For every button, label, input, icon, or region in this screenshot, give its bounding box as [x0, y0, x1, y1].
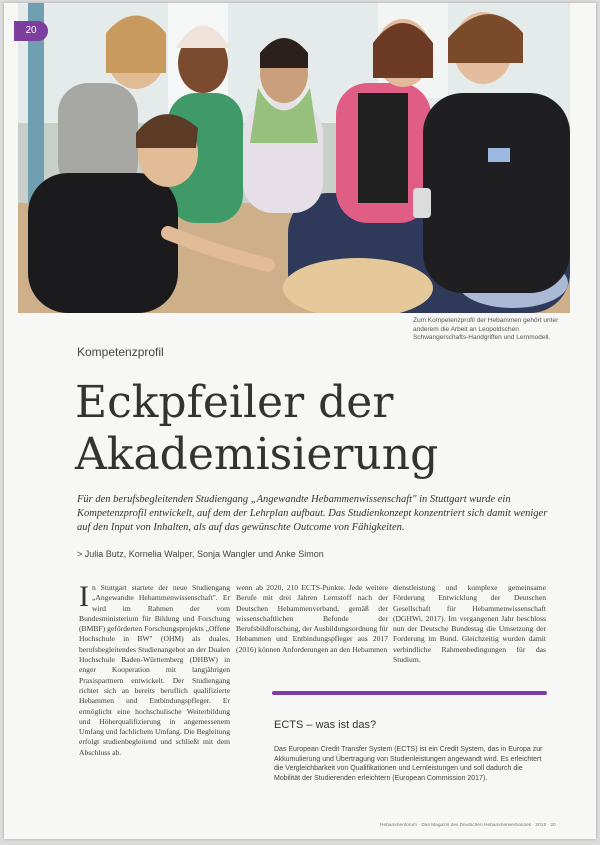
article-headline: Eckpfeiler der Akademisierung [75, 377, 439, 480]
ects-box-rule [272, 691, 547, 695]
photo-caption: Zum Kompetenzprofil der Hebammen gehört unter anderem die Arbeit an Leopoldschen Schwangerschafts-Handgriffen und Lernmodell. [413, 317, 559, 341]
article-authors: > Julia Butz, Kornelia Walper, Sonja Wangler und Anke Simon [77, 549, 324, 559]
body-column-1-text: n Stuttgart startete der neue Studiengang „Angewandte Hebammenwissenschaft". Er wird im Rahmen der vom Bundesministerium für Bildung und Forschung (BMBF) geförderten Forschungsprojekts „Offene Hochschule in BW" (OHM) als duales, berufsbegleitendes Studienangebot an der Dualen Hochschule Baden-Württemberg (DHBW) in enger Kooperation mit langjährigen Praxispartnern entwickelt. Der Studiengang richtet sich an bereits beruflich qualifizierte Hebammen und Entbindungspfleger. Er ermöglicht eine hochschulische Weiterbildung und Höherqualifizierung in angemessenem Umfang und fachlichem Umfang. Die Begleitung erfolgt studienbegleitend und schließt mit dem Abschluss ab. [79, 583, 230, 757]
magazine-page [4, 3, 596, 839]
article-photo [18, 3, 570, 313]
page-number-badge: 20 [14, 21, 48, 41]
section-kicker: Kompetenzprofil [77, 345, 164, 359]
body-column-2: wenn ab 2020, 210 ECTS-Punkte. Jede weitere Berufe mit drei Jahren Lernstoff nach der Deutschen Hebammenverband, gemäß der wissenschaftlichen Befunde der Berufsbildforschung, der Ausbildungsordnung für Hebammen und Entbindungspfleger aus 2017 (2016) können Anforderungen an den Hebammen [236, 583, 388, 654]
drop-cap: I [79, 583, 89, 613]
ects-box-title: ECTS – was ist das? [274, 719, 377, 731]
page-footer: Hebammenforum · Das Magazin des Deutschen Hebammenverbandes · 2018 · 20 [380, 823, 556, 828]
ects-box-text: Das European Credit Transfer System (ECTS) ist ein Credit System, das in Europa zur Akkumulierung und Übertragung von Studienleistungen angewandt wird. Es erleichtert die Vergleichbarkeit von Qualifikationen und Lernleistungen und soll dadurch die Mobilität der Studierenden erleichtern (European Commission 2017). [274, 746, 543, 782]
body-column-1 [79, 583, 230, 808]
body-column-3: dienstleistung und komplexe gemeinsame Förderung Entwicklung der Deutschen Gesellschaft für Hebammenwissenschaft (DGHWi, 2017). Im vergangenen Jahr beschloss nun der Deutsche Bundestag die Umsetzung der Forderung im Bund. Gleichzeitig wurden damit verbindliche Rahmenbedingungen für das Studium. [393, 583, 546, 665]
article-intro: Für den berufsbegleitenden Studiengang „Angewandte Hebammenwissenschaft" in Stuttgart wurde ein Kompetenzprofil entwickelt, auf dem der Lehrplan aufbaut. Das Studienkonzept konzentriert sich damit weniger auf den Input von Inhalten, als auf das gewünschte Outcome von Fähigkeiten. [77, 494, 548, 533]
